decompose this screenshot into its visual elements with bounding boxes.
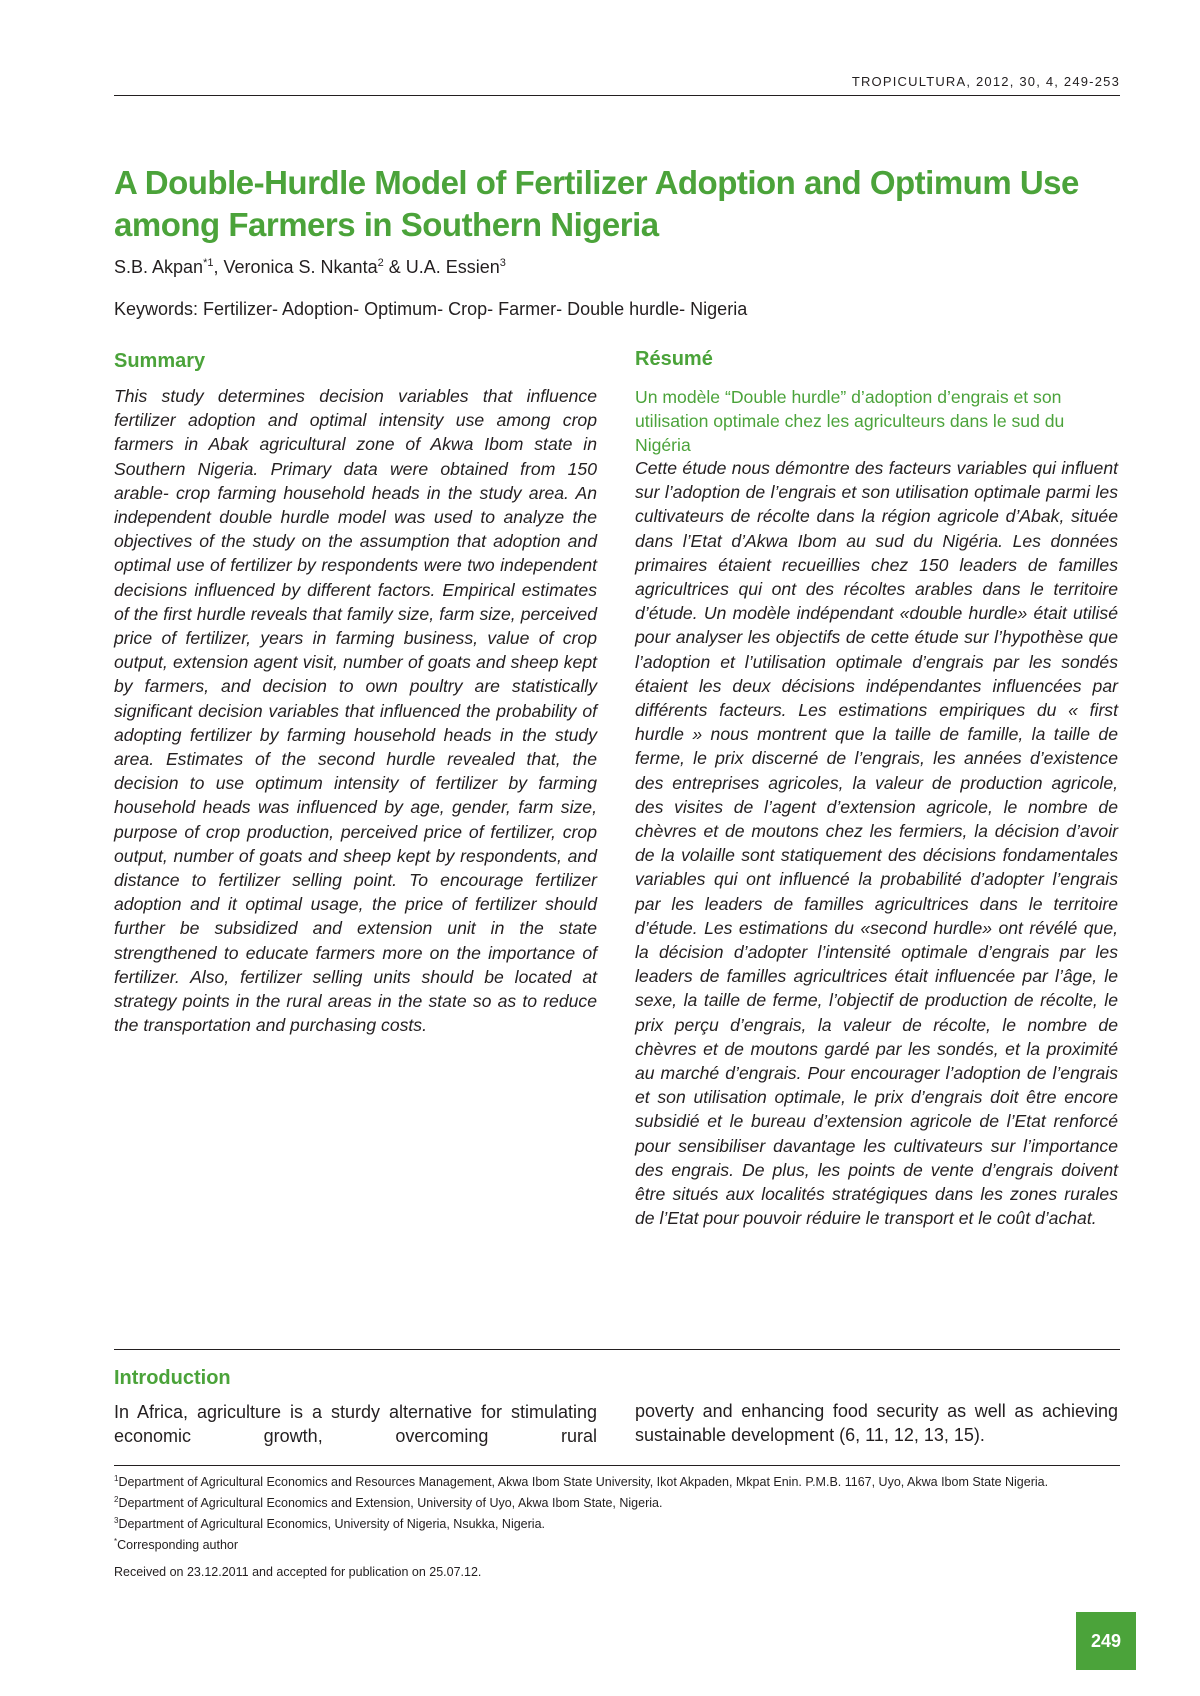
- author-name: Veronica S. Nkanta: [223, 257, 378, 277]
- introduction-text-left: In Africa, agriculture is a sturdy alternative for stimulating economic growth, overcoming rural: [114, 1402, 597, 1446]
- footnote-mark: 1: [114, 1474, 119, 1483]
- page-number: 249: [1090, 1630, 1122, 1651]
- resume-subtitle: Un modèle “Double hurdle” d’adoption d’engrais et son utilisation optimale chez les agriculteurs dans le sud du Nigéria: [635, 387, 1065, 455]
- introduction-text-right: poverty and enhancing food security as well as achieving sustainable development (6, 11, 12, 13, 15).: [635, 1401, 1118, 1445]
- footnotes: [114, 1470, 1120, 1555]
- author-separator: ,: [213, 257, 224, 277]
- page-number-badge: [1076, 1612, 1136, 1670]
- received-date: Received on 23.12.2011 and accepted for publication on 25.07.12.: [114, 1565, 482, 1579]
- author-affiliation-mark: *1: [203, 257, 214, 269]
- header-rule: [114, 95, 1120, 96]
- author-affiliation-mark: 2: [377, 257, 384, 269]
- author-name: U.A. Essien: [405, 257, 500, 277]
- footnote-text: Department of Agricultural Economics, University of Nigeria, Nsukka, Nigeria.: [118, 1517, 546, 1532]
- footnote: [114, 1470, 1120, 1491]
- resume-heading: Résumé: [635, 348, 713, 370]
- footnote: [114, 1512, 1120, 1533]
- keywords-line: Keywords: Fertilizer- Adoption- Optimum- Crop- Farmer- Double hurdle- Nigeria: [114, 299, 748, 319]
- footnote-text: Corresponding author: [117, 1538, 239, 1553]
- footnote-text: Department of Agricultural Economics and Extension, University of Uyo, Akwa Ibom State, Nigeria.: [118, 1496, 663, 1511]
- footnote-text: Department of Agricultural Economics and Resources Management, Akwa Ibom State University, Ikot Akpaden, Mkpat Enin. P.M.B. 1167, Uyo, Akwa Ibom State Nigeria.: [118, 1475, 1049, 1490]
- introduction-heading: Introduction: [114, 1367, 231, 1389]
- journal-citation: TROPICULTURA, 2012, 30, 4, 249-253: [851, 74, 1120, 89]
- author-name: S.B. Akpan: [114, 257, 204, 277]
- author-list: [114, 257, 506, 278]
- footnote: [114, 1533, 1120, 1554]
- resume-text: Cette étude nous démontre des facteurs variables qui influent sur l’adoption de l’engrais et son utilisation optimale parmi les cultivateurs de récolte dans la région agricole d’Abak, située dans l’Etat d’Akwa Ibom au sud du Nigéria. Les données primaires étaient recueillies chez 150 leaders de familles agricultrices qui ont des récoltes arables dans le territoire d’étude. Un modèle indépendant «double hurdle» était utilisé pour analyser les objectifs de cette étude sur l’hypothèse que l’adoption et l’utilisation optimale d’engrais par les sondés étaient les deux décisions indépendantes influencées par différents facteurs. Les estimations empiriques du « first hurdle » nous montrent que la taille de famille, la taille de ferme, le prix discerné de l’engrais, les années d’existence des entreprises agricoles, la valeur de production agricole, des visites de l’agent d’extension agricole, le nombre de chèvres et de moutons chez les fermiers, la décision d’avoir de la volaille sont statiquement des décisions fondamentales variables qui ont influencé la probabilité d’adopter l’engrais par les leaders de familles agricultrices dans le territoire d’étude. Les estimations du «second hurdle» ont révélé que, la décision d’adopter l’intensité optimale d’engrais par les leaders de familles agricultrices était influencée par l’âge, le sexe, la taille de ferme, l’objectif de production de récolte, le prix perçu d’engrais, la valeur de récolte, le nombre de chèvres et de moutons gardé par les sondés, et la proximité au marché d’engrais. Pour encourager l’adoption de l’engrais et son utilisation optimale, le prix d’engrais doit être encore subsidié et le bureau d’extension agricole de l’Etat renforcé pour sensibiliser davantage les cultivateurs sur l’importance des engrais. De plus, les points de vente d’engrais doivent être situés aux localités stratégiques dans les zones rurales de l’Etat pour pouvoir réduire le transport et le coût d’achat.: [635, 458, 1118, 1229]
- author-separator: &: [383, 257, 406, 277]
- footnote-mark: 2: [114, 1495, 119, 1505]
- footnote-mark: *: [114, 1537, 118, 1547]
- footnote-mark: 3: [114, 1516, 119, 1526]
- summary-heading: Summary: [114, 350, 206, 372]
- paper-title: A Double-Hurdle Model of Fertilizer Adoption and Optimum Use among Farmers in Southern Nigeria: [114, 164, 1079, 243]
- footnote-rule: [114, 1465, 1120, 1466]
- author-affiliation-mark: 3: [499, 257, 506, 269]
- summary-text: This study determines decision variables that influence fertilizer adoption and optimal intensity use among crop farmers in Abak agricultural zone of Akwa Ibom state in Southern Nigeria. Primary data were obtained from 150 arable- crop farming household heads in the study area. An independent double hurdle model was used to analyze the objectives of the study on the assumption that adoption and optimal use of fertilizer by respondents were two independent decisions influenced by different factors. Empirical estimates of the first hurdle reveals that family size, farm size, perceived price of fertilizer, years in farming business, value of crop output, extension agent visit, number of goats and sheep kept by farmers, and decision to own poultry are statistically significant decision variables that influenced the probability of adopting fertilizer by farming household heads in the study area. Estimates of the second hurdle revealed that, the decision to use optimum intensity of fertilizer by farming household heads was influenced by age, gender, farm size, purpose of crop production, perceived price of fertilizer, crop output, number of goats and sheep kept by respondents, and distance to fertilizer selling point. To encourage fertilizer adoption and it optimal usage, the price of fertilizer should further be subsidized and extension unit in the state strengthened to educate farmers more on the importance of fertilizer. Also, fertilizer selling units should be located at strategy points in the rural areas in the state so as to reduce the transportation and purchasing costs.: [114, 386, 597, 1036]
- footnote: [114, 1491, 1120, 1512]
- section-divider: [114, 1349, 1120, 1350]
